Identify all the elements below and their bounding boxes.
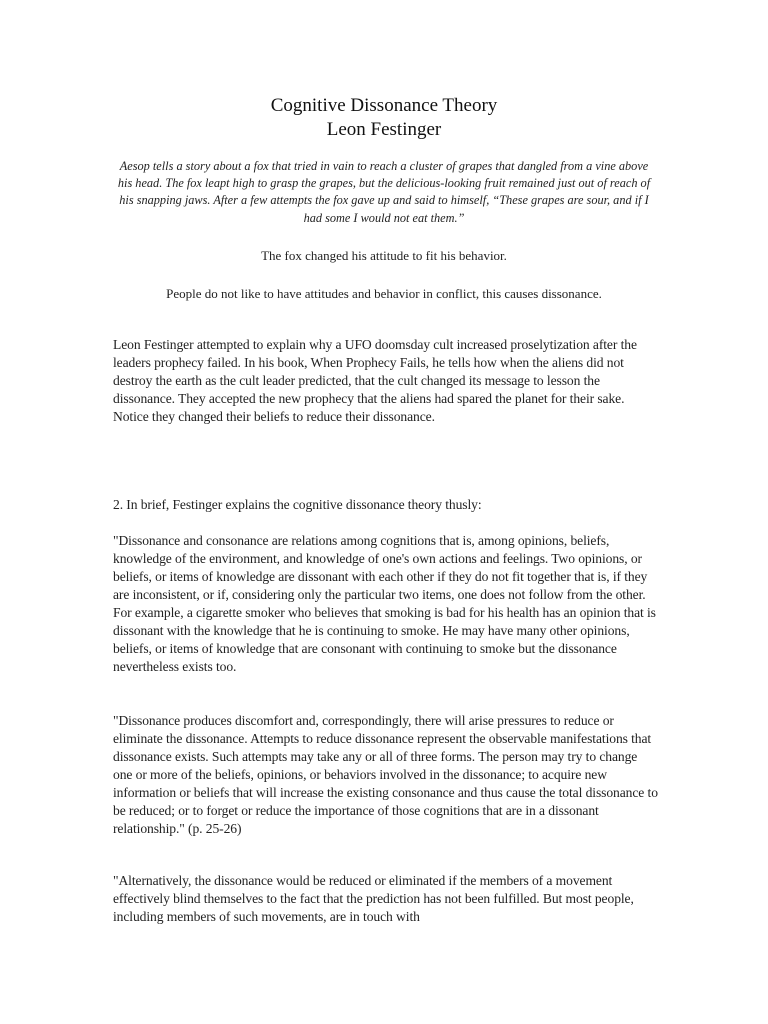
body-paragraph: 2. In brief, Festinger explains the cognitive dissonance theory thusly: <box>113 497 482 512</box>
body-paragraph: "Dissonance and consonance are relations among cognitions that is, among opinions, beliefs, knowledge of the environment, and knowledge of one's own actions and feelings. Two opinions, or beliefs, or items of knowledge are dissonant with each other if they do not fit together that is, if they are inconsistent, or if, considering only the particular two items, one does not follow from the other. For example, a cigarette smoker who believes that smoking is bad for his health has an opinion that is dissonant with the knowledge that he is continuing to smoke. He may have many other opinions, beliefs, or items of knowledge that are consonant with continuing to smoke but the dissonance nevertheless exists too. <box>113 533 656 674</box>
dissonance-statement: People do not like to have attitudes and behavior in conflict, this causes dissonance. <box>166 286 602 301</box>
body-paragraph: "Alternatively, the dissonance would be reduced or eliminated if the members of a movement effectively blind themselves to the fact that the prediction has not been fulfilled. But most people, including members of such movements, are in touch with <box>113 873 634 924</box>
fable-quote: Aesop tells a story about a fox that tried in vain to reach a cluster of grapes that dangled from a vine above his head. The fox leapt high to grasp the grapes, but the delicious-looking fruit remained just out of reach of his snapping jaws. After a few attempts the fox gave up and said to himself, “These grapes are sour, and if I had some I would not eat them.” <box>117 159 651 225</box>
document-author: Leon Festinger <box>326 119 442 140</box>
document-title: Cognitive Dissonance Theory <box>270 95 498 116</box>
moral-statement: The fox changed his attitude to fit his behavior. <box>261 248 507 263</box>
body-paragraph: "Dissonance produces discomfort and, correspondingly, there will arise pressures to reduce or eliminate the dissonance. Attempts to reduce dissonance represent the observable manifestations that dissonance exists. Such attempts may take any or all of three forms. The person may try to change one or more of the beliefs, opinions, or behaviors involved in the dissonance; to acquire new information or beliefs that will increase the existing consonance and thus cause the total dissonance to be reduced; or to forget or reduce the importance of those cognitions that are in a dissonant relationship." (p. 25-26) <box>113 713 658 836</box>
body-paragraph: Leon Festinger attempted to explain why a UFO doomsday cult increased proselytization after the leaders prophecy failed. In his book, When Prophecy Fails, he tells how when the aliens did not destroy the earth as the cult leader predicted, that the cult changed its message to lesson the dissonance. They accepted the new prophecy that the aliens had spared the planet for their sake. Notice they changed their beliefs to reduce their dissonance. <box>113 337 637 424</box>
